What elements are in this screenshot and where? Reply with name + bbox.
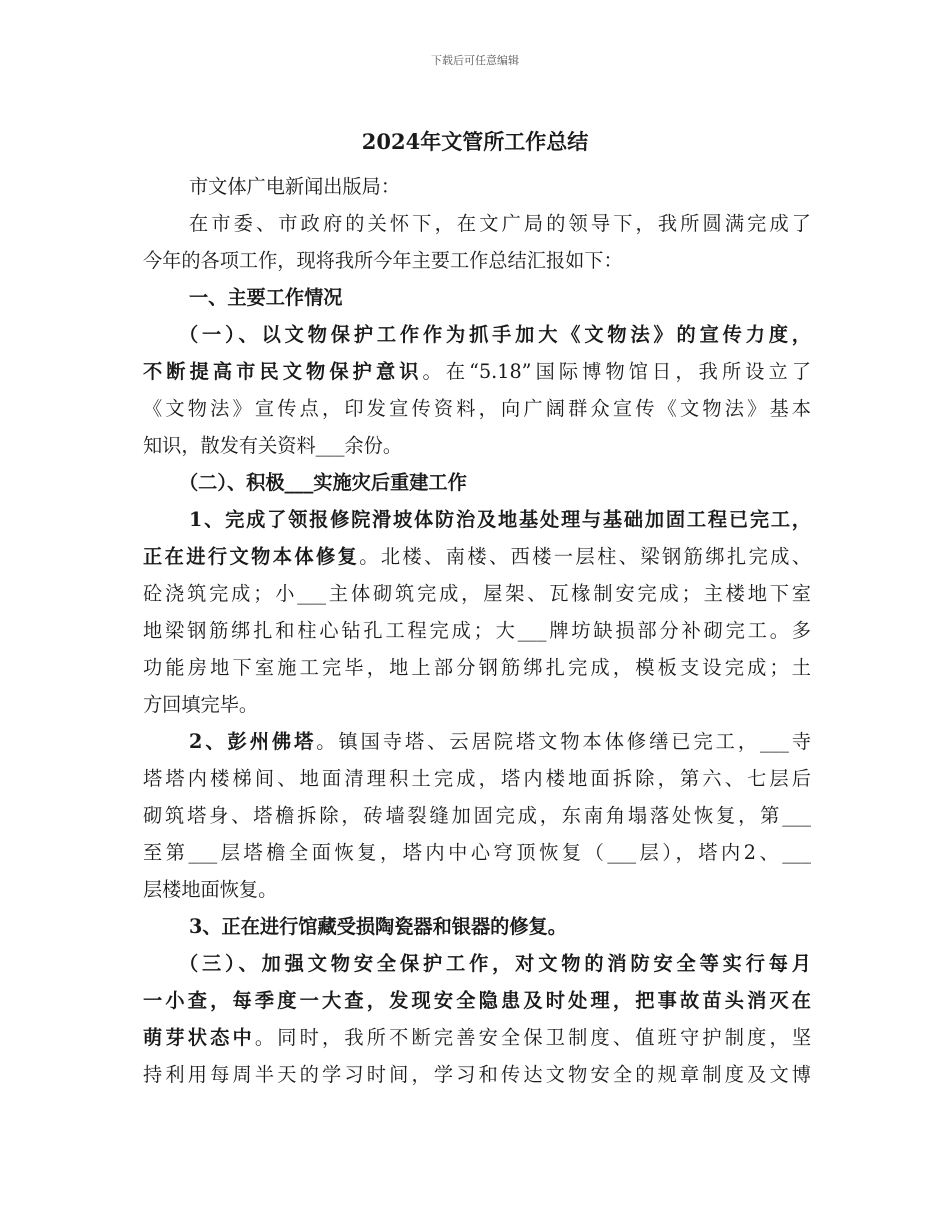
body-text: 至第___层塔檐全面恢复，塔内中心穹顶恢复（___层），塔内2、___ xyxy=(143,841,811,864)
body-text: 今年的各项工作，现将我所今年主要工作总结汇报如下： xyxy=(143,249,623,272)
text-line xyxy=(143,760,811,797)
text-line xyxy=(143,390,811,427)
bold-text: 一、主要工作情况 xyxy=(189,286,343,309)
text-line xyxy=(143,353,811,390)
bold-text: 正在进行文物本体修复 xyxy=(143,545,360,568)
text-line xyxy=(143,612,811,649)
text-line xyxy=(143,168,811,205)
body-text: 《文物法》宣传点，印发宣传资料，向广阔群众宣传《文物法》基本 xyxy=(143,397,811,420)
text-line xyxy=(143,686,811,723)
bold-text: （三）、加强文物安全保护工作，对文物的消防安全等实行每月 xyxy=(179,952,811,975)
body-text: 砌筑塔身、塔檐拆除，砖墙裂缝加固完成，东南角塌落处恢复，第___ xyxy=(143,804,811,827)
bold-text: （二）、积极___实施灾后重建工作 xyxy=(179,471,467,494)
document-title: 2024年文管所工作总结 xyxy=(361,129,589,154)
body-text: 。镇国寺塔、云居院塔文物本体修缮已完工，___寺 xyxy=(316,730,812,753)
text-line xyxy=(143,908,811,945)
text-line xyxy=(143,834,811,871)
text-line xyxy=(143,279,811,316)
text-line xyxy=(143,427,811,464)
text-line xyxy=(143,1056,811,1093)
text-line xyxy=(143,242,811,279)
body-text: 方回填完毕。 xyxy=(143,693,259,716)
text-line xyxy=(143,575,811,612)
body-text: 地梁钢筋绑扎和柱心钻孔工程完成；大___牌坊缺损部分补砌完工。多 xyxy=(143,619,811,642)
body-text: 持利用每周半天的学习时间，学习和传达文物安全的规章制度及文博 xyxy=(143,1063,811,1086)
body-text: 。北楼、南楼、西楼一层柱、梁钢筋绑扎完成、 xyxy=(359,545,812,568)
bold-text: （一）、以文物保护工作作为抓手加大《文物法》的宣传力度， xyxy=(179,323,811,346)
document-body xyxy=(143,168,811,1093)
bold-text: 不断提高市民文物保护意识 xyxy=(143,360,423,383)
bold-text: 2、彭州佛塔 xyxy=(189,730,317,753)
body-text: 层楼地面恢复。 xyxy=(143,878,278,901)
bold-text: 萌芽状态中 xyxy=(143,1026,255,1049)
body-text: 。同时，我所不断完善安全保卫制度、值班守护制度，坚 xyxy=(254,1026,812,1049)
text-line xyxy=(143,723,811,760)
body-text: 。在“5.18”国际博物馆日，我所设立了 xyxy=(422,360,812,383)
bold-text: 3、正在进行馆藏受损陶瓷器和银器的修复。 xyxy=(189,915,567,938)
body-text: 市文体广电新闻出版局： xyxy=(189,175,401,198)
text-line xyxy=(143,538,811,575)
body-text: 功能房地下室施工完毕，地上部分钢筋绑扎完成，模板支设完成；土 xyxy=(143,656,811,679)
text-line xyxy=(143,871,811,908)
text-line xyxy=(143,501,811,538)
body-text: 在市委、市政府的关怀下，在文广局的领导下，我所圆满完成了 xyxy=(189,212,811,235)
bold-text: 1、完成了领报修院滑坡体防治及地基处理与基础加固工程已完工， xyxy=(189,508,811,531)
body-text: 知识，散发有关资料___余份。 xyxy=(143,434,403,457)
body-text: 砼浇筑完成；小___主体砌筑完成，屋架、瓦椽制安完成；主楼地下室 xyxy=(143,582,811,605)
body-text: 塔塔内楼梯间、地面清理积土完成，塔内楼地面拆除，第六、七层后 xyxy=(143,767,811,790)
text-line xyxy=(143,464,811,501)
bold-text: 一小查，每季度一大查，发现安全隐患及时处理，把事故苗头消灭在 xyxy=(143,989,811,1012)
text-line xyxy=(143,205,811,242)
text-line xyxy=(143,316,811,353)
header-note: 下载后可任意编辑 xyxy=(431,54,519,67)
text-line xyxy=(143,945,811,982)
text-line xyxy=(143,1019,811,1056)
text-line xyxy=(143,982,811,1019)
text-line xyxy=(143,649,811,686)
text-line xyxy=(143,797,811,834)
